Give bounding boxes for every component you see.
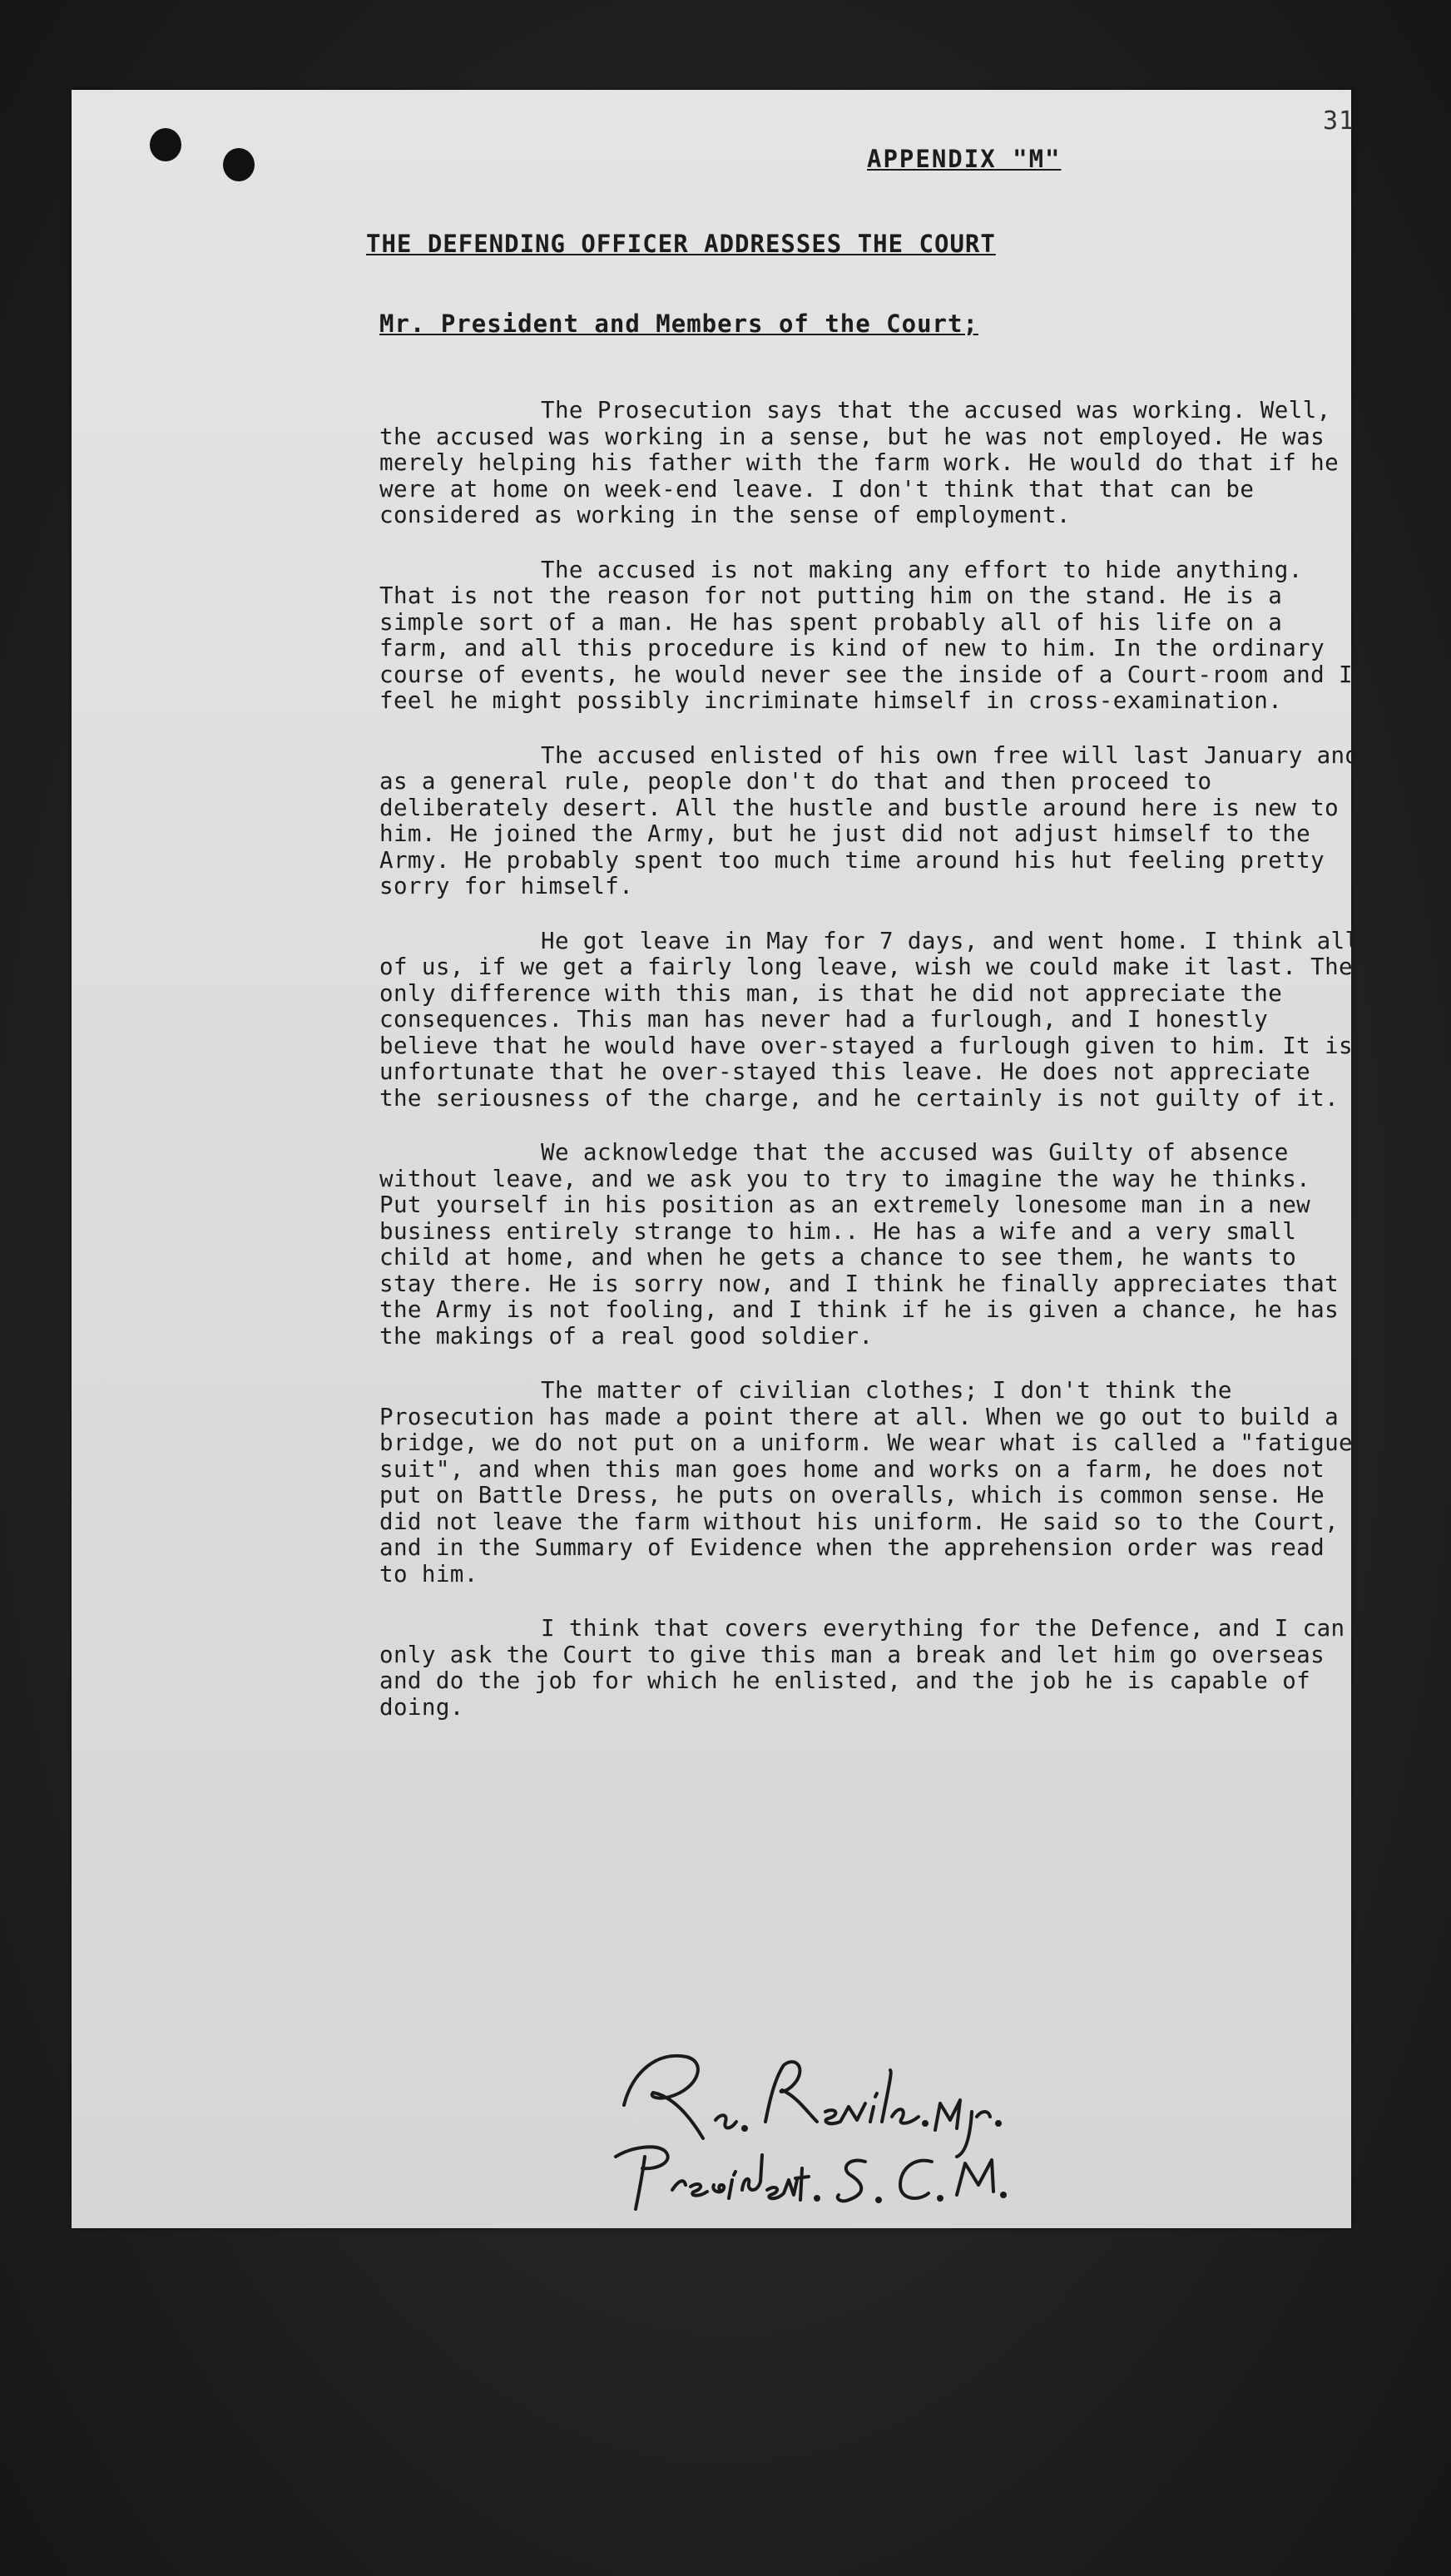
signature-stroke xyxy=(716,2115,736,2128)
paragraph-2: The accused is not making any effort to hide anything. That is not the reason for not putting him on the stand. He is a simple sort of a man. He has spent probably all of his life on a farm, and all this procedure is kind of new to him. In the ordinary course of events, he would never see the inside of a Court-room and I feel he might possibly incriminate himself in cross-examination. xyxy=(379,556,1353,714)
paragraph-7: I think that covers everything for the Defence, and I can only ask the Court to give this man a break and let him go overseas and do the job for which he enlisted, and the job he is capable of doing. xyxy=(379,1615,1345,1721)
signature-stroke xyxy=(877,2198,880,2202)
signature-stroke xyxy=(957,2160,993,2195)
paragraph-3: The accused enlisted of his own free will last January and as a general rule, people don't do that and then proceed to deliberately desert. All the hustle and bustle around here is new to him. He joined the Army, but he just did not adjust himself to the Army. He probably spent too much time around his hut feeling pretty sorry for himself. xyxy=(379,741,1359,899)
signature-stroke xyxy=(616,2147,668,2209)
handwritten-signature xyxy=(599,2014,1098,2222)
punch-hole-right xyxy=(223,148,255,181)
signature-stroke xyxy=(765,2062,817,2122)
signature-stroke xyxy=(672,2155,809,2200)
paragraph-4: He got leave in May for 7 days, and went home. I think all of us, if we get a fairly long leave, wish we could make it last. The only difference with this man, is that he did not appreciate the consequences. This man has never had a furlough, and I honestly believe that he would have over-stayed a furlough given to him. It is unfortunate that he over-stayed this leave. He does not appreciate the seriousness of the charge, and he certainly is not guilty of it. xyxy=(379,927,1359,1112)
signature-stroke xyxy=(924,2122,927,2125)
salutation: Mr. President and Members of the Court; xyxy=(379,310,978,338)
paragraph-6: The matter of civilian clothes; I don't think the Prosecution has made a point there at all. When we go out to build a bridge, we do not put on a uniform. We wear what is called a "fatigue suit", and when this man goes home and works on a farm, he does not put on Battle Dress, he puts on overalls, which is common sense. He did not leave the farm without his uniform. He said so to the Court, and in the Summary of Evidence when the apprehension order was read to him. xyxy=(379,1377,1353,1588)
signature-stroke xyxy=(743,2127,746,2130)
signature-stroke xyxy=(900,2161,932,2198)
page-number: 31 xyxy=(1323,107,1355,136)
paragraph-1: The Prosecution says that the accused was working. Well, the accused was working in a sense, but he was not employed. He was merely helping his father with the farm work. He would do that if he were at home on week-end leave. I don't think that that can be considered as working in the sense of employment. xyxy=(379,397,1340,528)
signature-stroke xyxy=(997,2122,1000,2125)
signature-stroke xyxy=(1002,2193,1005,2197)
signature-stroke xyxy=(624,2056,703,2138)
signature-stroke xyxy=(938,2197,942,2200)
punch-hole-left xyxy=(150,128,181,161)
paragraph-5: We acknowledge that the accused was Guilty of absence without leave, and we ask you to try to imagine the way he thinks. Put yourself in his position as an extremely lonesome man in a new business entirely strange to him.. He has a wife and a very small child at home, and when he gets a chance to see them, he wants to stay there. He is sorry now, and I think he finally appreciates that the Army is not fooling, and I think if he is given a chance, he has the makings of a real good soldier. xyxy=(379,1139,1340,1350)
signature-stroke xyxy=(815,2197,819,2200)
section-heading: THE DEFENDING OFFICER ADDRESSES THE COURT xyxy=(366,230,996,258)
signature-stroke xyxy=(935,2100,990,2157)
appendix-title: APPENDIX "M" xyxy=(867,145,1062,173)
document-body xyxy=(379,398,1361,1749)
signature-stroke xyxy=(838,2161,865,2202)
signature-stroke xyxy=(825,2070,919,2123)
